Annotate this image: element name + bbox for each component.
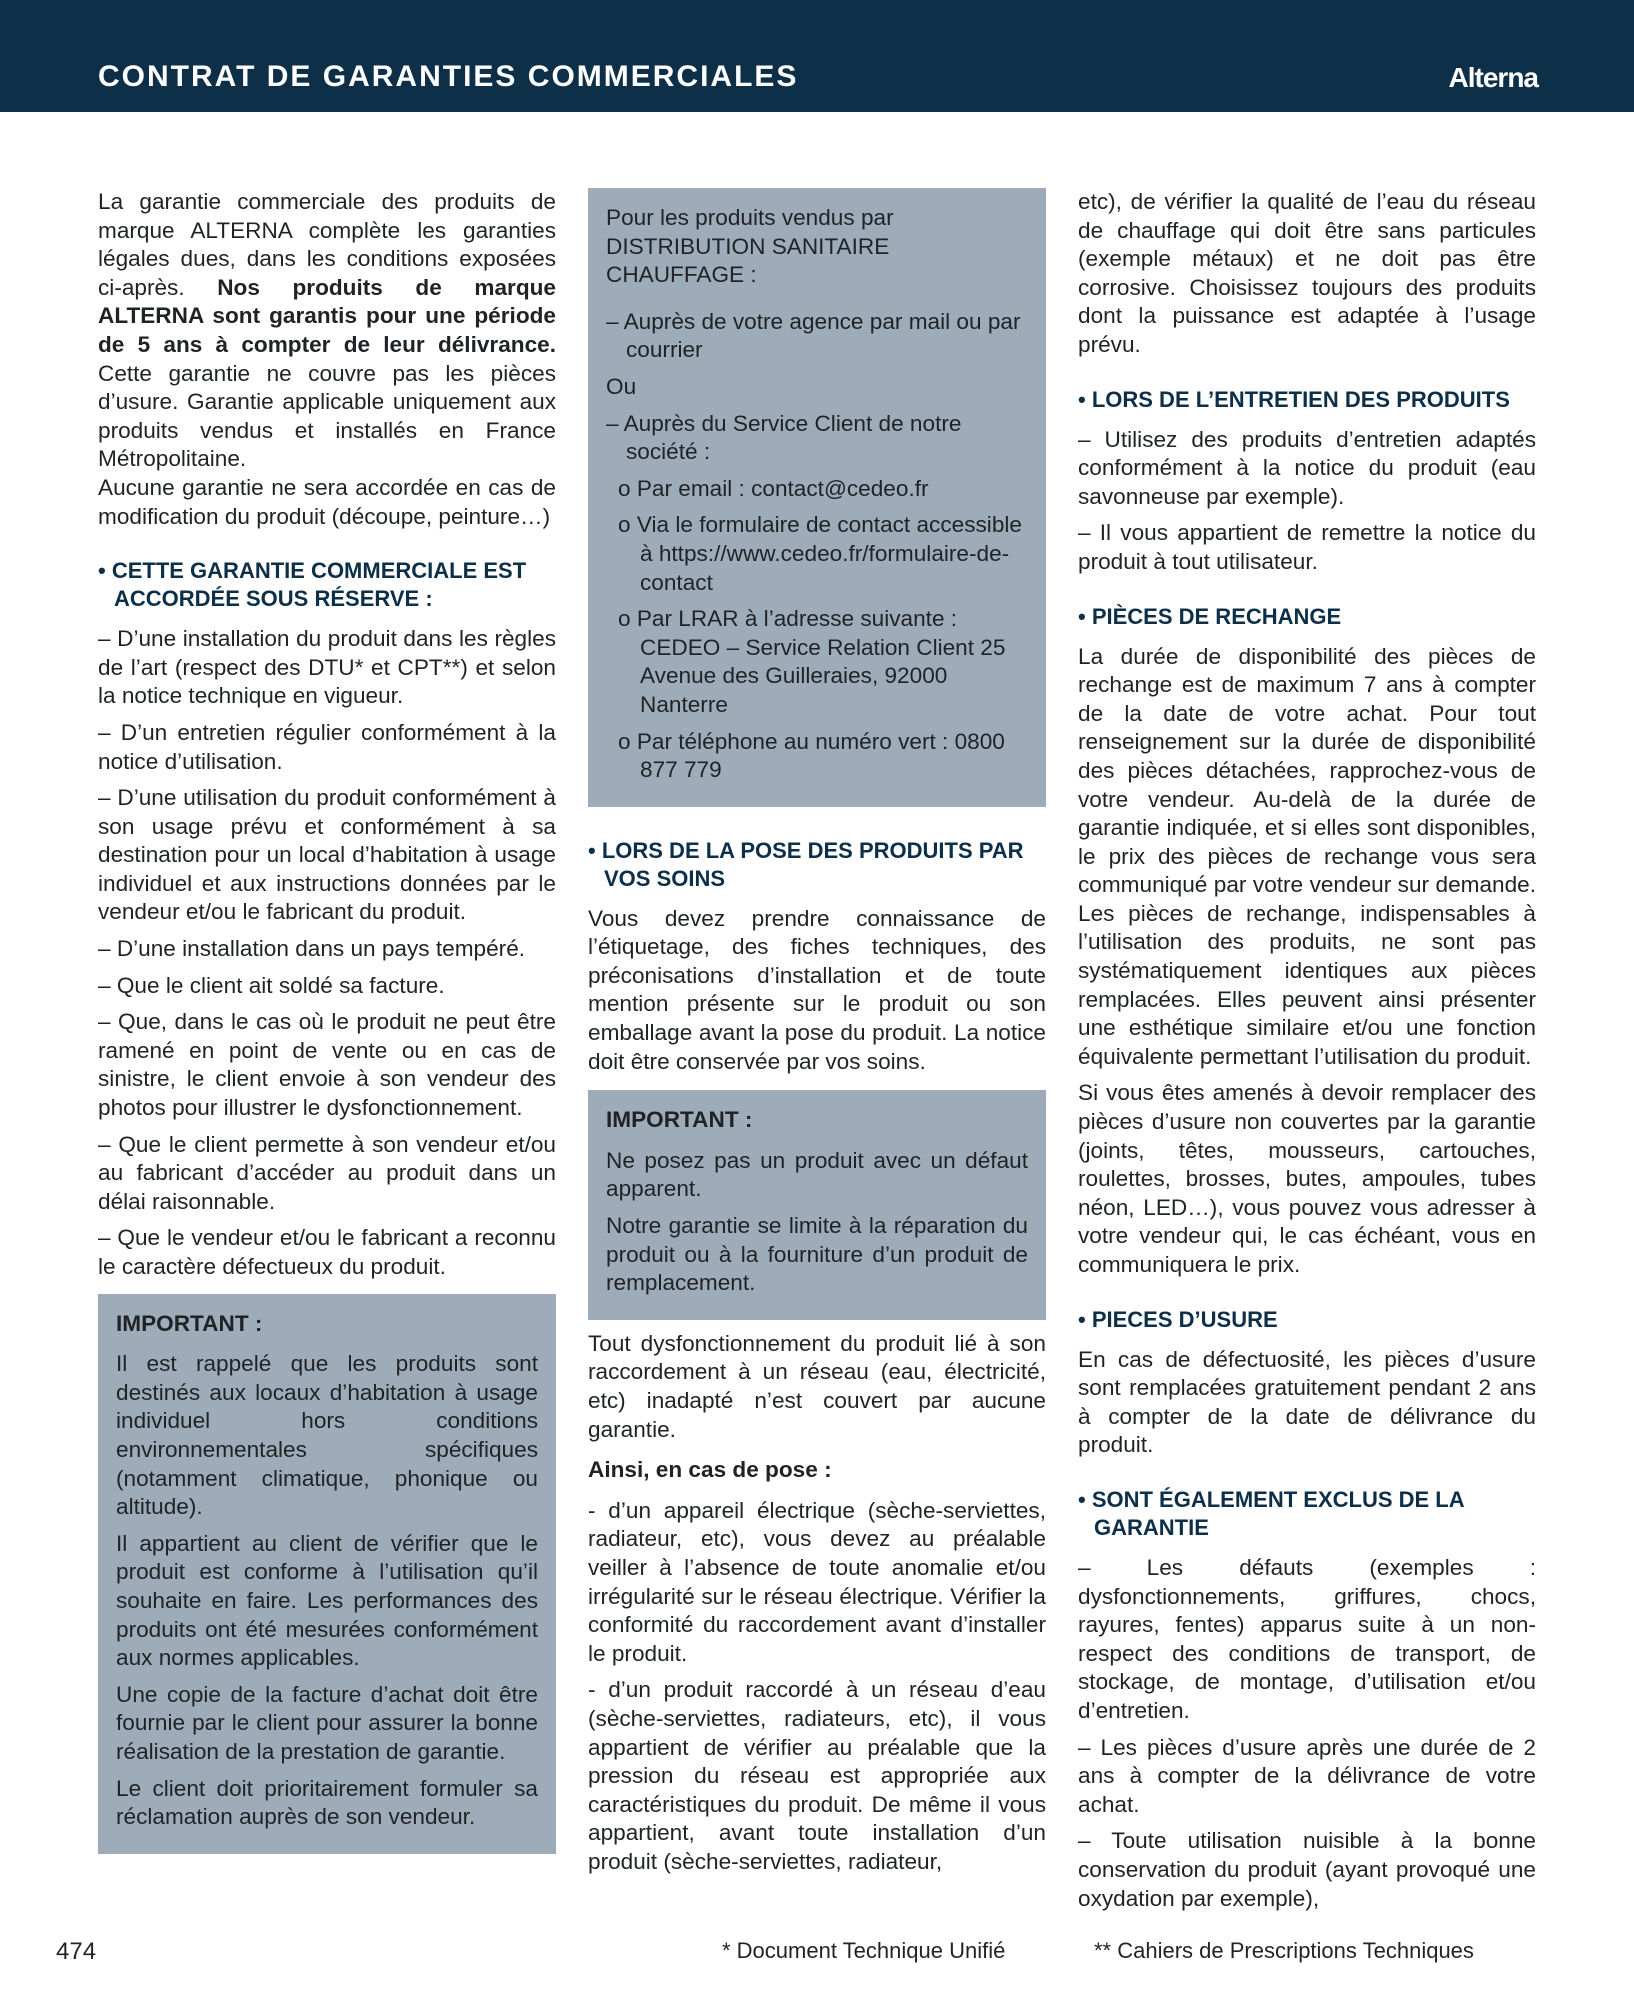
list-item: – Que le client permette à son vendeur et/ou au fabricant d’accéder au produit dans un délai raisonnable.: [98, 1131, 556, 1214]
contact-form: o Via le formulaire de contact accessible à https://www.cedeo.fr/formulaire-de-contact: [618, 512, 1022, 595]
contact-email: o Par email : contact@cedeo.fr: [618, 475, 929, 501]
modification-note: Aucune garantie ne sera accordée en cas de modification du produit (découpe, peinture…): [98, 474, 556, 529]
list-item: - d’un appareil électrique (sèche-serviettes, radiateur, etc), vous devez au préalable veiller à l’absence de toute anomalie et/ou irrégularité sur le réseau électrique. Vérifier la conformité du raccordement avant d’installer le produit.: [588, 1497, 1046, 1666]
pose-text: Vous devez prendre connaissance de l’étiquetage, des fiches techniques, des préconisations d’installation et de toute mention présente sur le produit ou son emballage avant la pose du produit. La notice doit être conservée par vos soins.: [588, 905, 1046, 1074]
list-item: – Utilisez des produits d’entretien adaptés conformément à la notice du produit (eau savonneuse par exemple).: [1078, 426, 1536, 509]
page-header: [0, 0, 1634, 112]
intro-text: La garantie commerciale des produits de marque ALTERNA complète les garanties légales dues, dans les conditions exposées ci-après. Nos produits de marque ALTERNA sont garantis pour une période de 5 ans à compter de leur délivrance. Cette garantie ne couvre pas les pièces d’usure. Garantie applicable uniquement aux produits vendus et installés en France Métropolitaine.: [98, 189, 556, 472]
contact-phone: o Par téléphone au numéro vert : 0800 877 779: [618, 728, 1005, 783]
important-paragraph: Il appartient au client de vérifier que le produit est conforme à l’utilisation qu’il souhaite en faire. Les performances des produits ont été mesurées conformément aux normes applicables.: [116, 1530, 538, 1671]
list-item: – D’une installation dans un pays tempéré.: [98, 936, 526, 962]
list-item: – Les pièces d’usure après une durée de 2 ans à compter de la délivrance de votre achat.: [1078, 1734, 1536, 1817]
list-item: – Toute utilisation nuisible à la bonne conservation du produit (ayant provoqué une oxydation par exemple),: [1078, 1828, 1536, 1911]
contact-box: [588, 188, 1046, 807]
reserve-heading: • CETTE GARANTIE COMMERCIALE EST ACCORDÉE SOUS RÉSERVE :: [98, 557, 556, 613]
exclus-heading: • SONT ÉGALEMENT EXCLUS DE LA GARANTIE: [1078, 1486, 1536, 1542]
footnote-dtu: * Document Technique Unifié: [722, 1938, 1006, 1963]
page-title: CONTRAT DE GARANTIES COMMERCIALES: [98, 60, 799, 93]
important-paragraph: Notre garantie se limite à la réparation du produit ou à la fourniture d’un produit de remplacement.: [606, 1213, 1028, 1296]
rechange-heading: • PIÈCES DE RECHANGE: [1078, 603, 1536, 631]
important-title: IMPORTANT :: [606, 1107, 753, 1133]
important-box-middle: [588, 1090, 1046, 1320]
contact-or: Ou: [606, 373, 637, 399]
usure-heading: • PIECES D’USURE: [1078, 1306, 1536, 1334]
footnote-cpt: ** Cahiers de Prescriptions Techniques: [1094, 1938, 1474, 1963]
rechange-paragraph: La durée de disponibilité des pièces de rechange est de maximum 7 ans à compter de la date de votre achat. Pour tout renseignement sur la durée de disponibilité des pièces détachées, rapprochez-vous de votre vendeur. Au-delà de la durée de garantie indiquée, et si elles sont disponibles, le prix des pièces de rechange vous sera communiqué par votre vendeur sur demande. Les pièces de rechange, indispensables à l’utilisation des produits, ne sont pas systématiquement identiques aux pièces remplacées. Elles peuvent ainsi présenter une esthétique similaire et/ou une fonction équivalente permettant l’utilisation du produit.: [1078, 643, 1536, 1069]
continuation-text: etc), de vérifier la qualité de l’eau du réseau de chauffage qui doit être sans particules (exemple métaux) et ne doit pas être corrosive. Choisissez toujours des produits dont la puissance est adaptée à l’usage prévu.: [1078, 189, 1536, 357]
important-title: IMPORTANT :: [116, 1310, 263, 1336]
list-item: – D’une utilisation du produit conformément à son usage prévu et conformément à sa destination pour un local d’habitation à usage individuel et aux instructions données par le vendeur et/ou le fabricant du produit.: [98, 785, 556, 925]
list-item: - d’un produit raccordé à un réseau d’eau (sèche-serviettes, radiateurs, etc), il vous appartient de vérifier au préalable que la pression du réseau est appropriée aux caractéristiques du produit. De même il vous appartient, avant toute installation d’un produit (sèche-serviettes, radiateur,: [588, 1677, 1046, 1874]
list-item: – Que le client ait soldé sa facture.: [98, 972, 445, 998]
contact-lrar: o Par LRAR à l’adresse suivante : CEDEO – Service Relation Client 25 Avenue des Guilleraies, 92000 Nanterre: [618, 606, 1006, 717]
list-item: – Il vous appartient de remettre la notice du produit à tout utilisateur.: [1078, 520, 1536, 574]
page-number: 474: [56, 1938, 97, 1965]
column-left: [98, 188, 556, 1854]
important-paragraph: Le client doit prioritairement formuler sa réclamation auprès de son vendeur.: [116, 1775, 538, 1830]
brand-logo: Alterna: [1448, 62, 1538, 93]
dysfonction-text: Tout dysfonctionnement du produit lié à son raccordement à un réseau (eau, électricité, etc) inadapté n’est couvert par aucune garantie.: [588, 1330, 1046, 1442]
rechange-paragraph: Si vous êtes amenés à devoir remplacer des pièces d’usure non couvertes par la garantie (joints, têtes, mousseurs, cartouches, roulettes, brosses, butes, ampoules, tubes néon, LED…), vous pouvez vous adresser à votre vendeur qui, le cas échéant, vous en communiquera le prix.: [1078, 1080, 1536, 1277]
important-paragraph: Une copie de la facture d’achat doit être fournie par le client pour assurer la bonne réalisation de la prestation de garantie.: [116, 1681, 538, 1764]
contact-service: – Auprès du Service Client de notre société :: [606, 410, 962, 465]
entretien-heading: • LORS DE L’ENTRETIEN DES PRODUITS: [1078, 386, 1536, 414]
contact-intro: Pour les produits vendus par DISTRIBUTION SANITAIRE CHAUFFAGE :: [606, 205, 894, 288]
column-middle: [588, 188, 1046, 1877]
list-item: – Que, dans le cas où le produit ne peut être ramené en point de vente ou en cas de sinistre, le client envoie à son vendeur des photos pour illustrer le dysfonctionnement.: [98, 1009, 556, 1121]
list-item: – D’un entretien régulier conformément à la notice d’utilisation.: [98, 719, 556, 774]
list-item: – D’une installation du produit dans les règles de l’art (respect des DTU* et CPT**) et selon la notice technique en vigueur.: [98, 626, 556, 709]
warranty-duration: Nos produits de marque ALTERNA sont garantis pour une période de 5 ans à compter de leur délivrance.: [98, 274, 556, 357]
pose-heading: • LORS DE LA POSE DES PRODUITS PAR VOS SOINS: [588, 837, 1046, 893]
important-box-left: [98, 1294, 556, 1854]
column-right: [1078, 188, 1536, 1913]
list-item: – Les défauts (exemples : dysfonctionnements, griffures, chocs, rayures, fentes) apparus suite à un non-respect des conditions de transport, de stockage, de montage, d’utilisation et/ou d’entretien.: [1078, 1554, 1536, 1723]
list-item: – Que le vendeur et/ou le fabricant a reconnu le caractère défectueux du produit.: [98, 1225, 556, 1279]
important-paragraph: Il est rappelé que les produits sont destinés aux locaux d’habitation à usage individuel hors conditions environnementales spécifiques (notamment climatique, phonique ou altitude).: [116, 1351, 538, 1520]
ainsi-label: Ainsi, en cas de pose :: [588, 1457, 832, 1483]
important-paragraph: Ne posez pas un produit avec un défaut apparent.: [606, 1147, 1028, 1202]
usure-text: En cas de défectuosité, les pièces d’usure sont remplacées gratuitement pendant 2 ans à compter de la date de délivrance du produit.: [1078, 1346, 1536, 1458]
contact-agency: – Auprès de votre agence par mail ou par courrier: [606, 308, 1021, 363]
